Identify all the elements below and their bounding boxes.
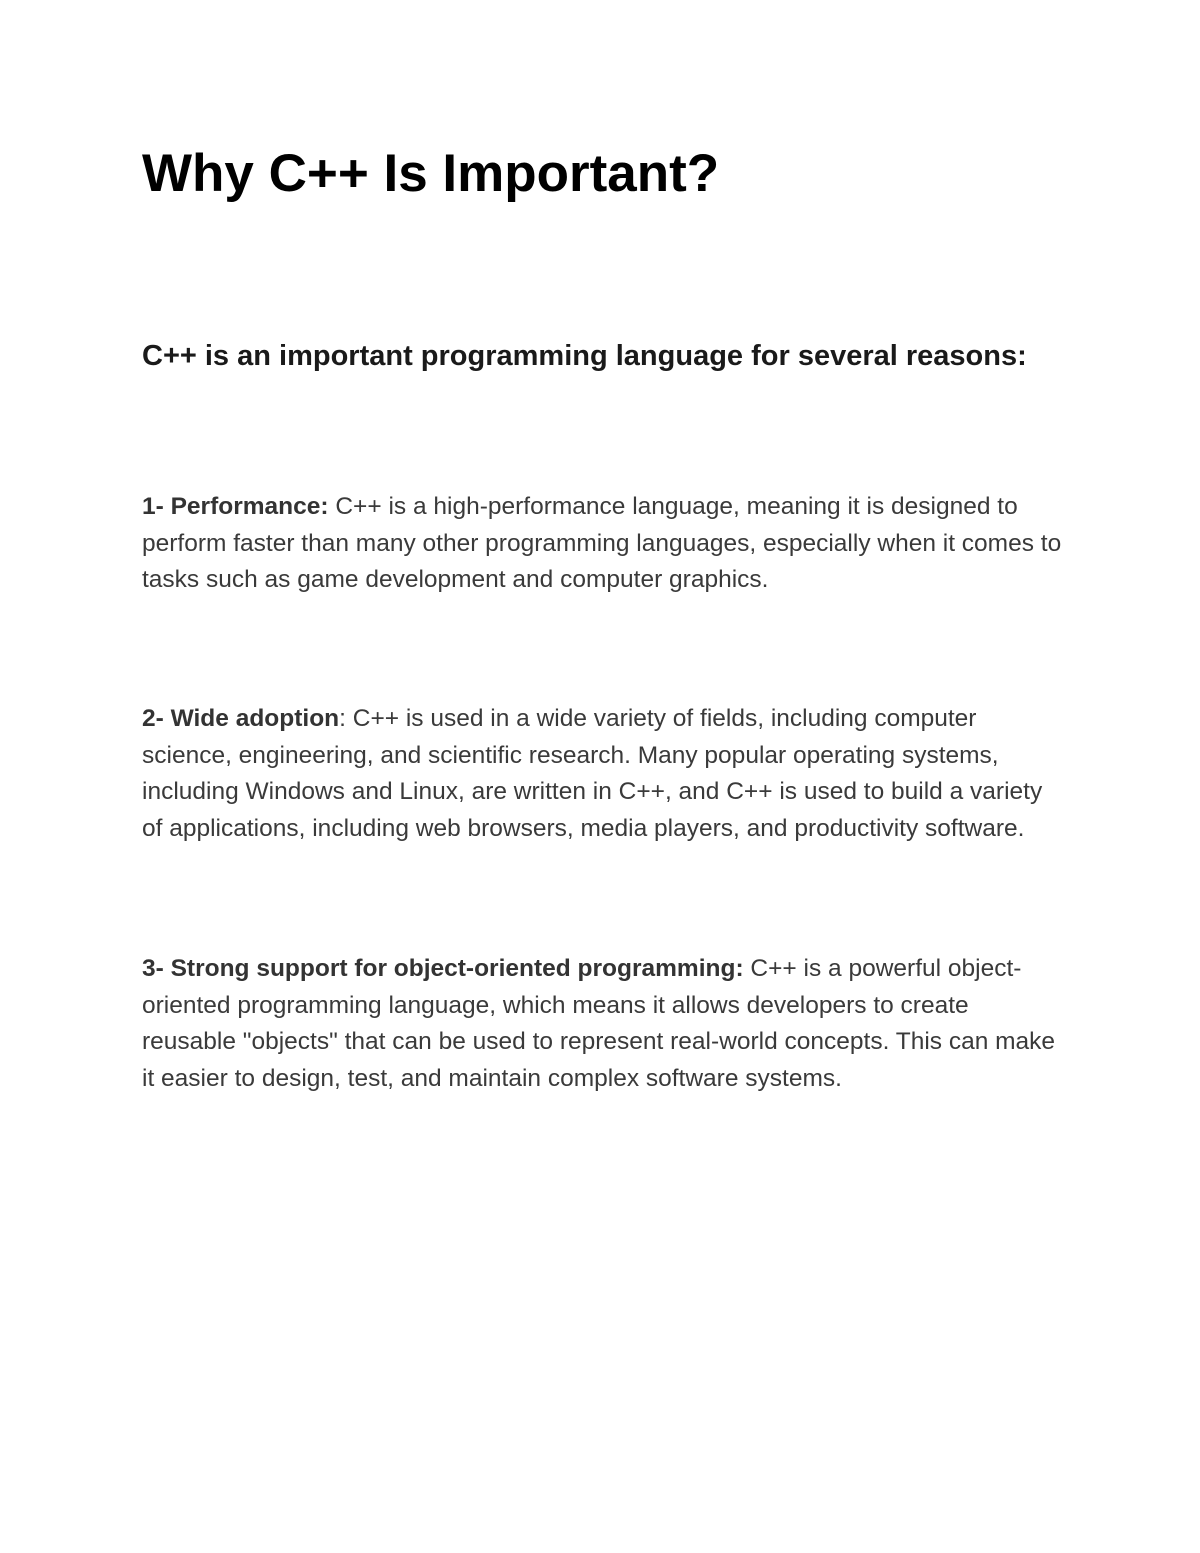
point-wide-adoption bbox=[142, 701, 1062, 847]
point-separator: : bbox=[339, 705, 353, 732]
point-body: C++ is used in a wide variety of fields, including computer science, engineering, and scientific research. Many popular operating systems, including Windows and Linux, are written in C++, and C++ is used to build a variety of applications, including web browsers, media players, and productivity software. bbox=[142, 705, 1043, 842]
point-body: C++ is a powerful object-oriented programming language, which means it allows developers to create reusable "objects" that can be used to represent real-world concepts. This can make it easier to design, test, and maintain complex software systems. bbox=[142, 955, 1056, 1092]
point-performance bbox=[142, 489, 1062, 599]
point-oop-support bbox=[142, 951, 1062, 1097]
page-title: Why C++ Is Important? bbox=[142, 144, 720, 203]
point-body: C++ is a high-performance language, meaning it is designed to perform faster than many other programming languages, especially when it comes to tasks such as game development and computer graphics. bbox=[142, 493, 1062, 593]
point-lead: 3- Strong support for object-oriented programming: bbox=[142, 955, 744, 982]
intro-heading: C++ is an important programming language for several reasons: bbox=[142, 340, 1027, 372]
point-lead: 2- Wide adoption bbox=[142, 705, 340, 732]
point-lead: 1- Performance: bbox=[142, 493, 329, 520]
